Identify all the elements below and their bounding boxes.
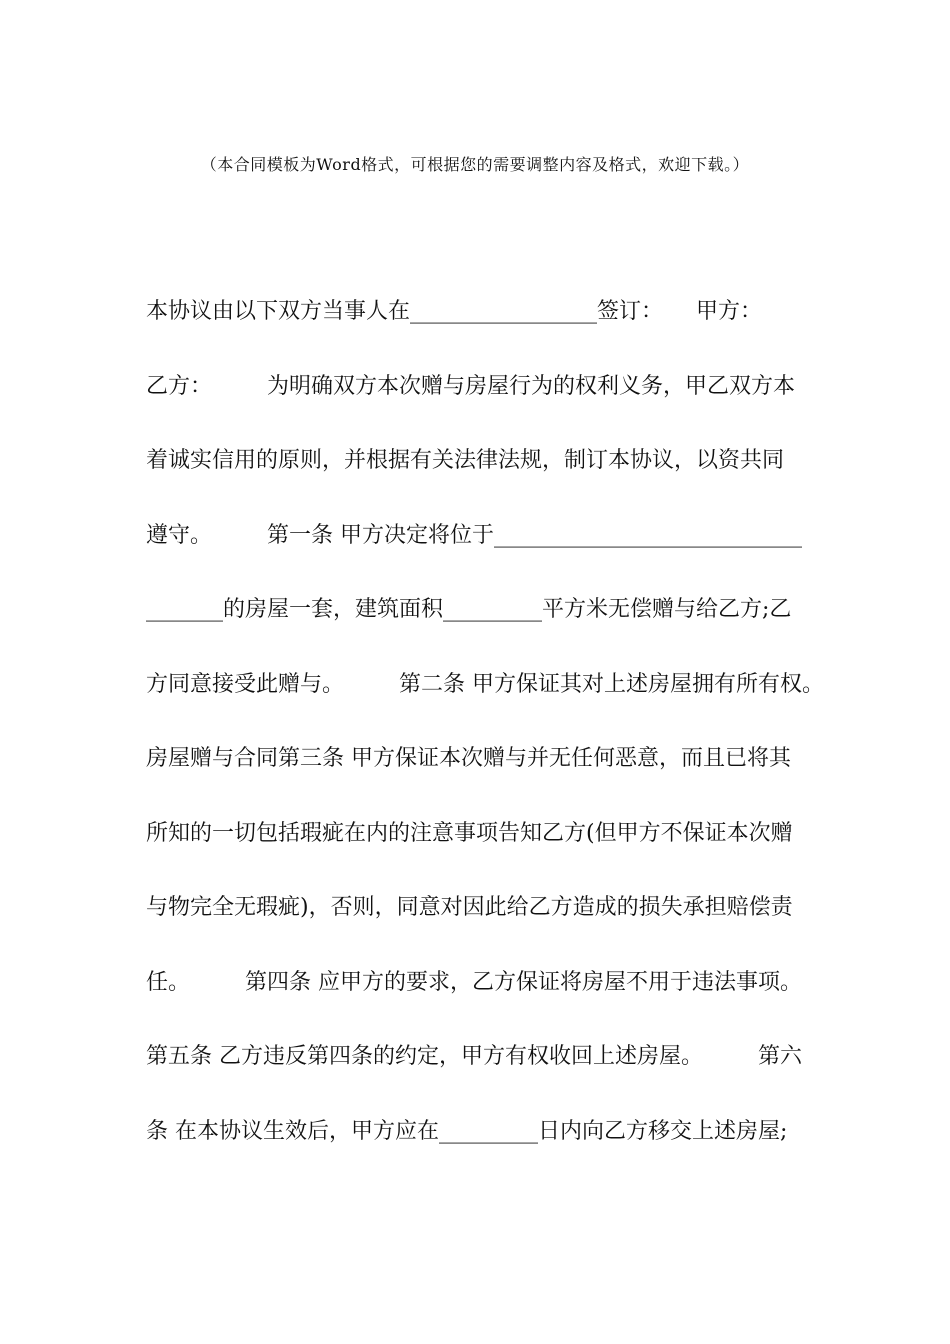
contract-line-3: 着诚实信用的原则，并根据有关法律法规，制订本协议，以资共同 — [146, 448, 785, 473]
contract-line-5: _______的房屋一套，建筑面积_________平方米无偿赠与给乙方;乙 — [146, 597, 792, 622]
template-note: （本合同模板为Word格式，可根据您的需要调整内容及格式，欢迎下载。） — [200, 155, 750, 174]
contract-line-4: 遵守。 第一条 甲方决定将位于____________________________ — [146, 522, 802, 548]
contract-line-2: 乙方： 为明确双方本次赠与房屋行为的权利义务，甲乙双方本 — [146, 373, 796, 399]
contract-line-12: 条 在本协议生效后，甲方应在_________日内向乙方移交上述房屋; — [146, 1118, 788, 1144]
contract-line-9: 与物完全无瑕疵)，否则，同意对因此给乙方造成的损失承担赔偿责 — [146, 895, 793, 920]
contract-line-6: 方同意接受此赠与。 第二条 甲方保证其对上述房屋拥有所有权。 — [146, 671, 824, 697]
contract-line-10: 任。 第四条 应甲方的要求，乙方保证将房屋不用于违法事项。 — [146, 969, 802, 995]
contract-body — [146, 290, 846, 1184]
contract-line-11: 第五条 乙方违反第四条的约定，甲方有权收回上述房屋。 第六 — [146, 1044, 802, 1069]
contract-line-1: 本协议由以下双方当事人在_________________签订： 甲方： — [146, 299, 763, 324]
contract-line-8: 所知的一切包括瑕疵在内的注意事项告知乙方(但甲方不保证本次赠 — [146, 820, 793, 846]
contract-line-7: 房屋赠与合同第三条 甲方保证本次赠与并无任何恶意，而且已将其 — [146, 746, 791, 771]
